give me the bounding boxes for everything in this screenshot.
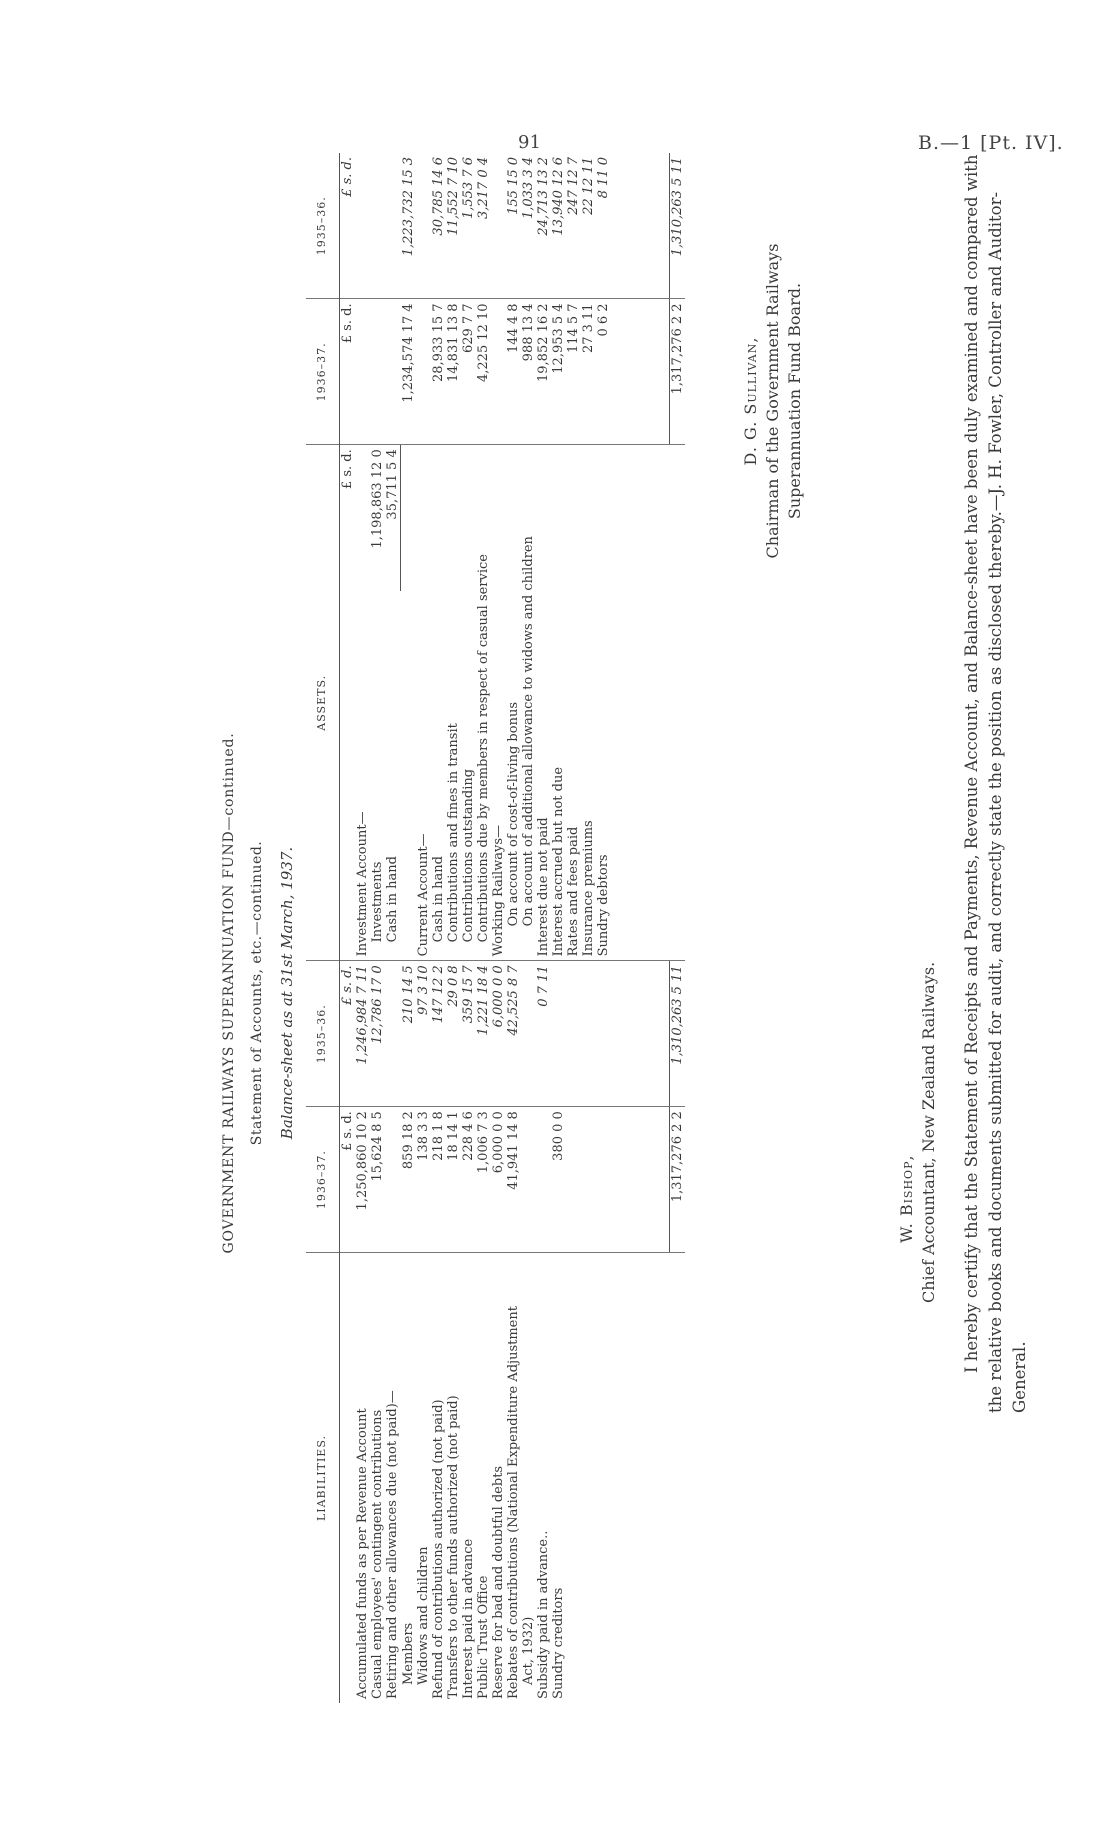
- table-row-label: Working Railways—: [491, 591, 506, 961]
- table-cell: 1,198,863 12 0: [370, 449, 385, 549]
- table-row-label: Public Trust Office: [475, 1575, 491, 1699]
- table-row-label: Rates and fees paid: [566, 591, 581, 961]
- table-row-label: Current Account—: [416, 591, 431, 961]
- table-cell: 27 3 11: [581, 299, 596, 445]
- signatory-name: W. Bishop,: [897, 1154, 916, 1243]
- table-row-label: Investments: [370, 591, 385, 961]
- units-label: £ s. d.: [340, 449, 355, 490]
- table-row-label: Sundry debtors: [596, 591, 611, 961]
- table-row-label: Contributions due by members in respect of casual service: [476, 445, 491, 961]
- page-number: 91: [518, 132, 541, 153]
- statement-title: Statement of Accounts, etc.—continued.: [249, 840, 265, 1146]
- units-label: £ s. d.: [340, 961, 356, 1107]
- table-cell: 228 4 6: [461, 1107, 476, 1253]
- table-cell: 30,785 14 6: [431, 153, 446, 299]
- table-row-label: Reserve for bad and doubtful debts: [490, 1465, 506, 1699]
- table-cell: 3,217 0 4: [476, 153, 491, 299]
- table-cell: 14,831 13 8: [446, 299, 461, 445]
- table-cell: 42,525 8 7: [506, 961, 521, 1107]
- table-cell: 15,624 8 5: [370, 1107, 385, 1253]
- signature-chief-accountant: [896, 962, 940, 1303]
- assets-total-1935: 1,310,263 5 11: [669, 153, 685, 299]
- table-cell: 35,711 5 4: [385, 449, 400, 520]
- table-row-label: On account of cost-of-living bonus: [506, 591, 521, 961]
- table-cell: 147 12 2: [431, 961, 446, 1107]
- units-label: £ s. d.: [340, 153, 356, 299]
- year-1936-header: 1936–37.: [306, 299, 340, 445]
- assets-total-1936: 1,317,276 2 2: [669, 299, 685, 445]
- table-row-label: Act, 1932): [520, 1616, 536, 1685]
- table-cell: 4,225 12 10: [476, 299, 491, 445]
- table-row-label: Cash in hand: [431, 591, 446, 961]
- signatory-title: Chairman of the Government Railways: [763, 243, 782, 559]
- table-cell: [536, 1107, 551, 1253]
- table-row-label: Contributions outstanding: [461, 591, 476, 961]
- table-cell: [551, 961, 566, 1107]
- units-label: £ s. d.: [340, 299, 356, 445]
- document-reference: B.—1 [Pt. IV].: [918, 132, 1064, 154]
- table-cell: 138 3 3: [416, 1107, 431, 1253]
- units-label: £ s. d.: [340, 1107, 356, 1253]
- table-row-label: Sundry creditors: [550, 1587, 566, 1699]
- table-cell: 28,933 15 7: [431, 299, 446, 445]
- table-cell: 144 4 8: [506, 299, 521, 445]
- table-row-label: Retiring and other allowances due (not paid)—: [385, 1390, 400, 1699]
- table-cell: 359 15 7: [461, 961, 476, 1107]
- liabilities-total-1935: 1,310,263 5 11: [669, 961, 685, 1107]
- table-cell: 29 0 8: [446, 961, 461, 1107]
- table-cell: 988 13 4: [521, 299, 536, 445]
- table-row-label: Casual employees' contingent contributions: [370, 1409, 385, 1699]
- table-cell: 859 18 2: [401, 1107, 416, 1253]
- table-row-label: Transfers to other funds authorized (not paid): [445, 1395, 461, 1699]
- table-cell: 6,000 0 0: [491, 961, 506, 1107]
- table-cell: 1,250,860 10 2: [355, 1107, 370, 1253]
- table-row-label: Interest due not paid: [536, 591, 551, 961]
- table-cell: 12,786 17 0: [370, 961, 385, 1107]
- table-cell: 155 15 0: [506, 153, 521, 299]
- signatory-title: Superannuation Fund Board.: [785, 282, 804, 520]
- table-row-label: Rebates of contributions (National Expenditure Adjustment: [505, 1306, 521, 1699]
- table-cell: 22 12 11: [581, 153, 596, 299]
- table-cell: 8 11 0: [596, 153, 611, 299]
- table-row-label: Widows and children: [415, 1546, 431, 1685]
- table-row-label: Contributions and fines in transit: [446, 591, 461, 961]
- table-cell: 0 7 11: [536, 961, 551, 1107]
- table-cell: 1,246,984 7 11: [355, 961, 370, 1107]
- table-row-label: Members: [400, 1622, 416, 1685]
- balance-sheet-table: [306, 153, 685, 1703]
- table-cell: 11,552 7 10: [446, 153, 461, 299]
- table-cell: 247 12 7: [566, 153, 581, 299]
- table-cell: 41,941 14 8: [506, 1107, 521, 1253]
- table-cell: 0 6 2: [596, 299, 611, 445]
- table-row-label: Cash in hand: [385, 591, 401, 961]
- table-cell: 6,000 0 0: [491, 1107, 506, 1253]
- table-row-label: Investment Account—: [355, 591, 370, 961]
- table-cell: 1,553 7 6: [461, 153, 476, 299]
- table-row-label: Insurance premiums: [581, 591, 596, 961]
- liabilities-total-1936: 1,317,276 2 2: [669, 1107, 685, 1253]
- auditor-certification: I hereby certify that the Statement of Receipts and Payments, Revenue Account, and Balance-sheet have been duly examined and compared with the relative books and documents submitted for audit, and correctly state the position as disclosed thereby.—J. H. Fowler, Controller and Auditor-General.: [962, 154, 1029, 1413]
- table-cell: 1,221 18 4: [476, 961, 491, 1107]
- table-row-label: On account of additional allowance to widows and children: [521, 445, 536, 961]
- table-cell: 13,940 12 6: [551, 153, 566, 299]
- table-cell: 380 0 0: [551, 1107, 566, 1253]
- table-cell: 97 3 10: [416, 961, 431, 1107]
- table-cell: 1,223,732 15 3: [401, 153, 416, 299]
- fund-title: GOVERNMENT RAILWAYS SUPERANNUATION FUND—continued.: [221, 732, 237, 1254]
- table-cell: 1,006 7 3: [476, 1107, 491, 1253]
- table-cell: 24,713 13 2: [536, 153, 551, 299]
- liabilities-header: LIABILITIES.: [306, 1253, 340, 1703]
- table-row-label: Subsidy paid in advance..: [535, 1530, 551, 1699]
- table-cell: 210 14 5: [401, 961, 416, 1107]
- table-cell: 18 14 1: [446, 1107, 461, 1253]
- table-cell: 218 1 8: [431, 1107, 446, 1253]
- assets-header: ASSETS.: [306, 445, 340, 961]
- table-cell: 1,033 3 4: [521, 153, 536, 299]
- table-row-label: Accumulated funds as per Revenue Account: [355, 1408, 370, 1699]
- table-row-label: Interest accrued but not due: [551, 591, 566, 961]
- table-cell: 629 7 7: [461, 299, 476, 445]
- table-cell: 1,234,574 17 4: [401, 299, 416, 445]
- year-1935-header: 1935–36.: [306, 153, 340, 299]
- signature-chairman: [740, 191, 806, 611]
- year-1936-header: 1936–37.: [306, 1107, 340, 1253]
- signatory-title: Chief Accountant, New Zealand Railways.: [919, 961, 938, 1303]
- table-row-label: Refund of contributions authorized (not paid): [430, 1399, 446, 1699]
- table-cell: 19,852 16 2: [536, 299, 551, 445]
- table-row-label: Interest paid in advance: [460, 1538, 476, 1699]
- year-1935-header: 1935–36.: [306, 961, 340, 1107]
- signatory-name: D. G. Sullivan,: [741, 336, 760, 466]
- table-cell: 12,953 5 4: [551, 299, 566, 445]
- table-cell: 114 5 7: [566, 299, 581, 445]
- balance-sheet-title: Balance-sheet as at 31st March, 1937.: [278, 846, 296, 1140]
